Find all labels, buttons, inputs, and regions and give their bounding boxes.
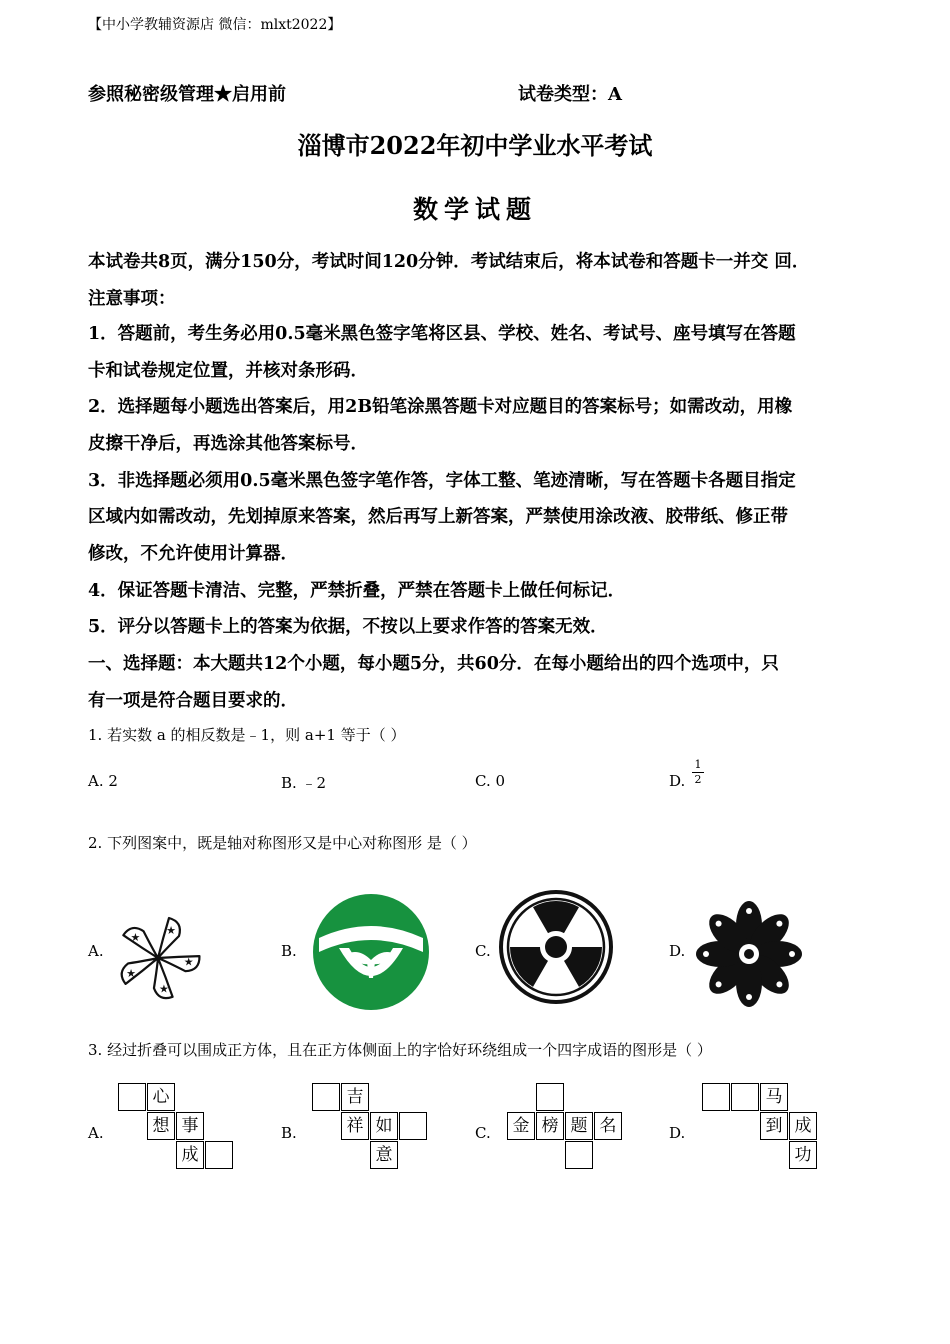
note-line: 修改，不允许使用计算器． [88, 544, 298, 564]
exam-title: 淄博市2022年初中学业水平考试 [297, 131, 653, 160]
q1-option-c: C. 0 [475, 772, 506, 790]
green-food-logo-icon [311, 892, 431, 1012]
q1-option-d: D. [669, 772, 686, 790]
net-cell: 意 [370, 1141, 398, 1169]
q3-option-a: A. [88, 1124, 104, 1142]
petal-notch [746, 994, 752, 1000]
net-cell: 题 [565, 1112, 593, 1140]
notes-heading: 注意事项： [88, 289, 176, 309]
net-cell: 功 [789, 1141, 817, 1169]
exam-subtitle: 数学试题 [412, 195, 537, 224]
note-line: 3．非选择题必须用0.5毫米黑色签字笔作答，字体工整、笔迹清晰，写在答题卡各题目指定 [88, 471, 796, 491]
net-cell [205, 1141, 233, 1169]
section-heading: 有一项是符合题目要求的． [88, 691, 298, 711]
net-cell [702, 1083, 730, 1111]
net-cell [118, 1083, 146, 1111]
q2-option-d: D. [669, 942, 686, 960]
star-icon: ★ [166, 924, 176, 937]
star-icon: ★ [130, 930, 141, 944]
petal-notch [716, 981, 722, 987]
net-cell: 到 [760, 1112, 788, 1140]
sector-shape [533, 901, 579, 933]
q3-option-d: D. [669, 1124, 686, 1142]
radiation-symbol-icon [497, 888, 615, 1006]
star-icon: ★ [183, 955, 194, 969]
net-cell: 心 [147, 1083, 175, 1111]
q2-option-b: B. [281, 942, 297, 960]
net-cell: 名 [594, 1112, 622, 1140]
note-line: 5．评分以答题卡上的答案为依据，不按以上要求作答的答案无效． [88, 617, 608, 637]
net-cell [731, 1083, 759, 1111]
question-3-stem: 3. 经过折叠可以围成正方体，且在正方体侧面上的字恰好环绕组成一个四字成语的图形是（ ） [88, 1041, 712, 1059]
question-1-stem: 1. 若实数 a 的相反数是﹣1，则 a+1 等于（ ） [88, 726, 406, 744]
fraction-denominator: 2 [694, 773, 702, 786]
net-cell: 金 [507, 1112, 535, 1140]
petal-notch [703, 951, 709, 957]
q1-option-b: B. ﹣2 [281, 774, 327, 792]
note-line: 4．保证答题卡清洁、完整，严禁折叠，严禁在答题卡上做任何标记． [88, 581, 626, 601]
q2-option-c: C. [475, 942, 491, 960]
q1-option-a: A. 2 [88, 772, 118, 790]
petal-notch [776, 921, 782, 927]
net-cell: 如 [370, 1112, 398, 1140]
q3-option-c: C. [475, 1124, 491, 1142]
star-icon: ★ [126, 967, 136, 981]
petal-notch [776, 981, 782, 987]
watermark: 【中小学教辅资源店 微信：mlxt2022】 [88, 17, 342, 33]
bauhinia-flower-icon [105, 910, 211, 1006]
petal-notch [716, 921, 722, 927]
eight-petal-flower-icon [694, 897, 804, 1011]
net-cell [312, 1083, 340, 1111]
note-line: 卡和试卷规定位置，并核对条形码． [88, 361, 368, 381]
petal-notch [746, 908, 752, 914]
net-cell: 想 [147, 1112, 175, 1140]
q3-option-b: B. [281, 1124, 297, 1142]
net-cell: 祥 [341, 1112, 369, 1140]
net-cell: 成 [789, 1112, 817, 1140]
net-cell [536, 1083, 564, 1111]
sector-shape [510, 947, 548, 987]
paper-type-label: 试卷类型：A [518, 84, 622, 105]
net-cell: 成 [176, 1141, 204, 1169]
secrecy-label: 参照秘密级管理★启用前 [88, 84, 286, 105]
petal-shape [123, 928, 158, 958]
net-cell [565, 1141, 593, 1169]
star-icon: ★ [159, 982, 169, 996]
note-line: 皮擦干净后，再选涂其他答案标号． [88, 434, 368, 454]
net-cell: 事 [176, 1112, 204, 1140]
net-cell [399, 1112, 427, 1140]
intro-text: 本试卷共8页，满分150分，考试时间120分钟．考试结束后，将本试卷和答题卡一并交 回． [88, 252, 810, 272]
note-line: 1．答题前，考生务必用0.5毫米黑色签字笔将区县、学校、姓名、考试号、座号填写在答题 [88, 324, 796, 344]
fraction-one-half [692, 759, 704, 786]
q2-option-a: A. [88, 942, 104, 960]
question-2-stem: 2. 下列图案中，既是轴对称图形又是中心对称图形 是（ ） [88, 834, 477, 852]
note-line: 2．选择题每小题选出答案后，用2B铅笔涂黑答题卡对应题目的答案标号；如需改动，用橡 [88, 397, 793, 417]
sector-shape [564, 947, 602, 987]
section-heading: 一、选择题：本大题共12个小题，每小题5分，共60分．在每小题给出的四个选项中，只 [88, 654, 779, 674]
net-cell: 榜 [536, 1112, 564, 1140]
fraction-numerator: 1 [694, 758, 702, 771]
note-line: 区域内如需改动，先划掉原来答案，然后再写上新答案，严禁使用涂改液、胶带纸、修正带 [88, 507, 788, 527]
net-cell: 马 [760, 1083, 788, 1111]
net-cell: 吉 [341, 1083, 369, 1111]
petal-notch [789, 951, 795, 957]
